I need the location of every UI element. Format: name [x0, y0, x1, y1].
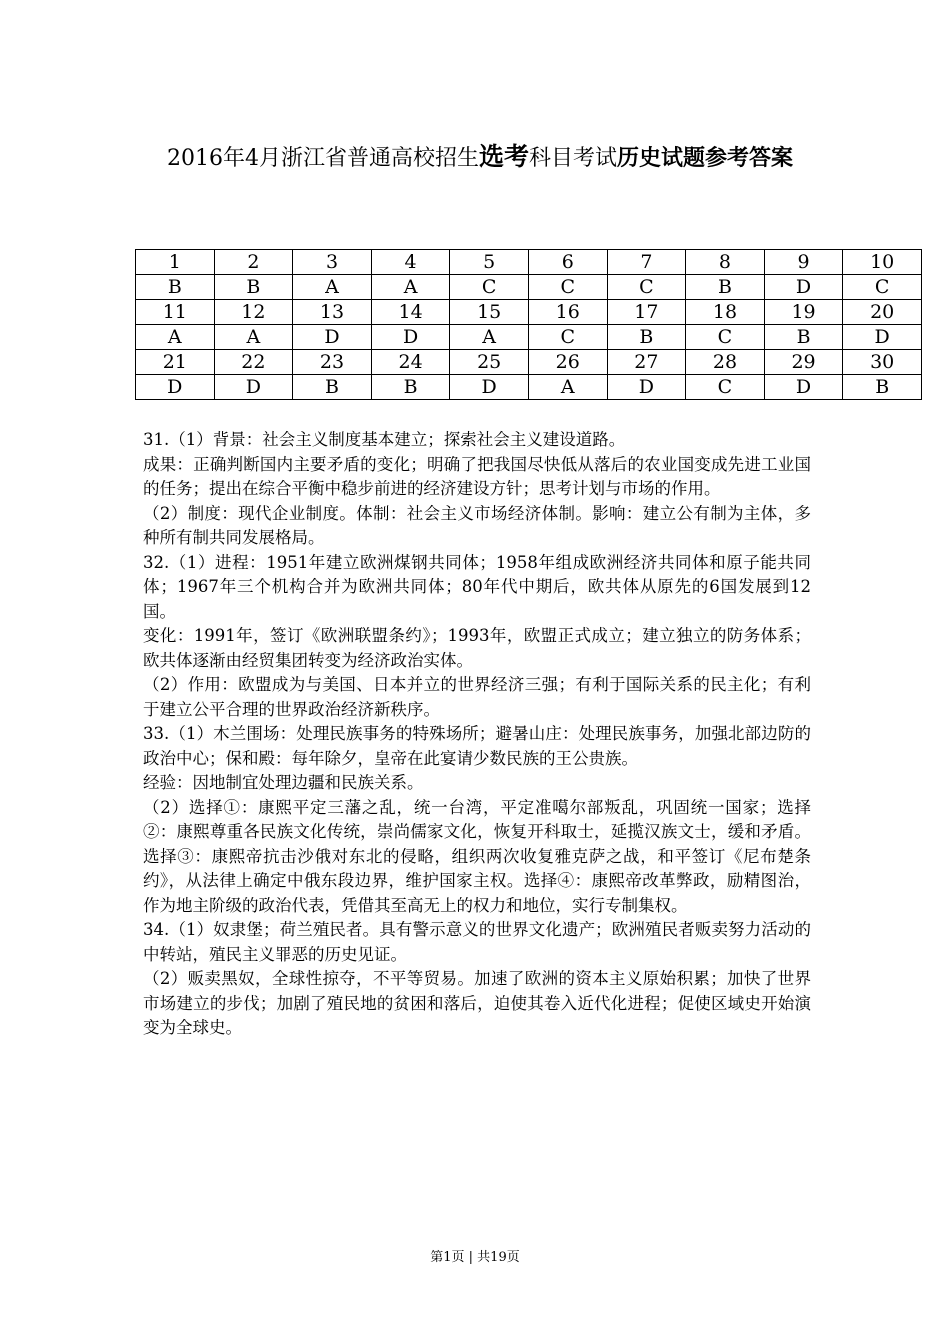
question-number-cell: 15	[450, 300, 529, 325]
answer-cell: A	[371, 275, 450, 300]
answer-paragraph: 34.（1）奴隶堡；荷兰殖民者。具有警示意义的世界文化遗产；欧洲殖民者贩卖努力活动的中转站，殖民主义罪恶的历史见证。	[143, 920, 811, 964]
question-number-cell: 29	[764, 350, 843, 375]
answer-paragraph: （2）选择①：康熙平定三藩之乱，统一台湾，平定准噶尔部叛乱，巩固统一国家；选择②：康熙尊重各民族文化传统，崇尚儒家文化，恢复开科取士，延揽汉族文士，缓和矛盾。选择③：康熙帝抗击沙俄对东北的侵略，组织两次收复雅克萨之战，和平签订《尼布楚条约》，从法律上确定中俄东段边界，维护国家主权。选择④：康熙帝改革弊政，励精图治，作为地主阶级的政治代表，凭借其至高无上的权力和地位，实行专制集权。	[143, 797, 811, 915]
question-number-cell: 25	[450, 350, 529, 375]
question-number-cell: 6	[528, 250, 607, 275]
answer-cell: D	[450, 375, 529, 400]
answer-cell: B	[136, 275, 215, 300]
question-number-cell: 20	[843, 300, 922, 325]
question-number-cell: 5	[450, 250, 529, 275]
answer-cell: C	[843, 275, 922, 300]
answer-cell: A	[136, 325, 215, 350]
question-number-cell: 10	[843, 250, 922, 275]
question-number-cell: 3	[293, 250, 372, 275]
answer-cell: B	[686, 275, 765, 300]
question-number-cell: 13	[293, 300, 372, 325]
answer-cell: C	[686, 375, 765, 400]
table-row	[136, 250, 922, 275]
answer-cell: A	[293, 275, 372, 300]
question-number-cell: 9	[764, 250, 843, 275]
answer-cell: A	[214, 325, 293, 350]
question-number-cell: 24	[371, 350, 450, 375]
question-number-cell: 21	[136, 350, 215, 375]
question-number-cell: 27	[607, 350, 686, 375]
answer-cell: B	[843, 375, 922, 400]
title-part-1: 2016年4月浙江省普通高校招生	[166, 146, 479, 171]
question-number-cell: 30	[843, 350, 922, 375]
answer-cell: B	[214, 275, 293, 300]
answer-paragraph: 成果：正确判断国内主要矛盾的变化；明确了把我国尽快低从落后的农业国变成先进工业国的任务；提出在综合平衡中稳步前进的经济建设方针；思考计划与市场的作用。	[143, 454, 811, 498]
answer-paragraph: 32.（1）进程：1951年建立欧洲煤钢共同体；1958年组成欧洲经济共同体和原子能共同体；1967年三个机构合并为欧洲共同体；80年代中期后，欧共体从原先的6国发展到12国。	[143, 552, 811, 621]
answer-paragraph: （2）作用：欧盟成为与美国、日本并立的世界经济三强；有利于国际关系的民主化；有利于建立公平合理的世界政治经济新秩序。	[143, 675, 811, 719]
table-row	[136, 275, 922, 300]
title-part-3: 科目考试	[528, 146, 617, 171]
question-number-cell: 28	[686, 350, 765, 375]
answer-cell: D	[843, 325, 922, 350]
answer-paragraph: 变化：1991年，签订《欧洲联盟条约》；1993年，欧盟正式成立；建立独立的防务体系；欧共体逐渐由经贸集团转变为经济政治实体。	[143, 626, 811, 670]
question-number-cell: 22	[214, 350, 293, 375]
answer-cell: C	[686, 325, 765, 350]
question-number-cell: 7	[607, 250, 686, 275]
answer-paragraph: 经验：因地制宜处理边疆和民族关系。	[143, 773, 424, 792]
question-number-cell: 18	[686, 300, 765, 325]
answer-cell: A	[528, 375, 607, 400]
answer-cell: D	[764, 275, 843, 300]
answer-cell: C	[607, 275, 686, 300]
page-footer: 第1页 | 共19页	[430, 1250, 520, 1265]
answer-paragraph: 33.（1）木兰围场：处理民族事务的特殊场所；避暑山庄：处理民族事务，加强北部边防的政治中心；保和殿：每年除夕，皇帝在此宴请少数民族的王公贵族。	[143, 724, 811, 768]
question-number-cell: 1	[136, 250, 215, 275]
table-row	[136, 350, 922, 375]
answer-paragraph: 31.（1）背景：社会主义制度基本建立；探索社会主义建设道路。	[143, 430, 626, 449]
answer-paragraph: （2）贩卖黑奴，全球性掠夺，不平等贸易。加速了欧洲的资本主义原始积累；加快了世界市场建立的步伐；加剧了殖民地的贫困和落后，迫使其卷入近代化进程；促使区域史开始演变为全球史。	[143, 969, 811, 1037]
question-number-cell: 16	[528, 300, 607, 325]
answer-cell: C	[528, 275, 607, 300]
table-row	[136, 325, 922, 350]
answer-cell: A	[450, 325, 529, 350]
answer-table	[135, 249, 922, 400]
answer-cell: C	[450, 275, 529, 300]
answer-cell: B	[764, 325, 843, 350]
question-number-cell: 19	[764, 300, 843, 325]
answer-cell: B	[371, 375, 450, 400]
answer-cell: C	[528, 325, 607, 350]
answer-cell: D	[764, 375, 843, 400]
table-row	[136, 300, 922, 325]
answer-cell: D	[214, 375, 293, 400]
question-number-cell: 12	[214, 300, 293, 325]
answer-cell: B	[293, 375, 372, 400]
answer-paragraph: （2）制度：现代企业制度。体制：社会主义市场经济体制。影响：建立公有制为主体，多种所有制共同发展格局。	[143, 503, 811, 547]
answer-cell: B	[607, 325, 686, 350]
question-number-cell: 11	[136, 300, 215, 325]
question-number-cell: 26	[528, 350, 607, 375]
answer-cell: D	[293, 325, 372, 350]
page-title	[150, 142, 810, 174]
table-row	[136, 375, 922, 400]
question-number-cell: 17	[607, 300, 686, 325]
answer-cell: D	[607, 375, 686, 400]
title-part-2: 选考	[478, 142, 529, 171]
title-part-4: 历史试题参考答案	[617, 146, 794, 171]
question-number-cell: 14	[371, 300, 450, 325]
answer-cell: D	[371, 325, 450, 350]
question-number-cell: 4	[371, 250, 450, 275]
question-number-cell: 23	[293, 350, 372, 375]
question-number-cell: 2	[214, 250, 293, 275]
answer-text	[143, 428, 811, 1041]
answer-cell: D	[136, 375, 215, 400]
question-number-cell: 8	[686, 250, 765, 275]
